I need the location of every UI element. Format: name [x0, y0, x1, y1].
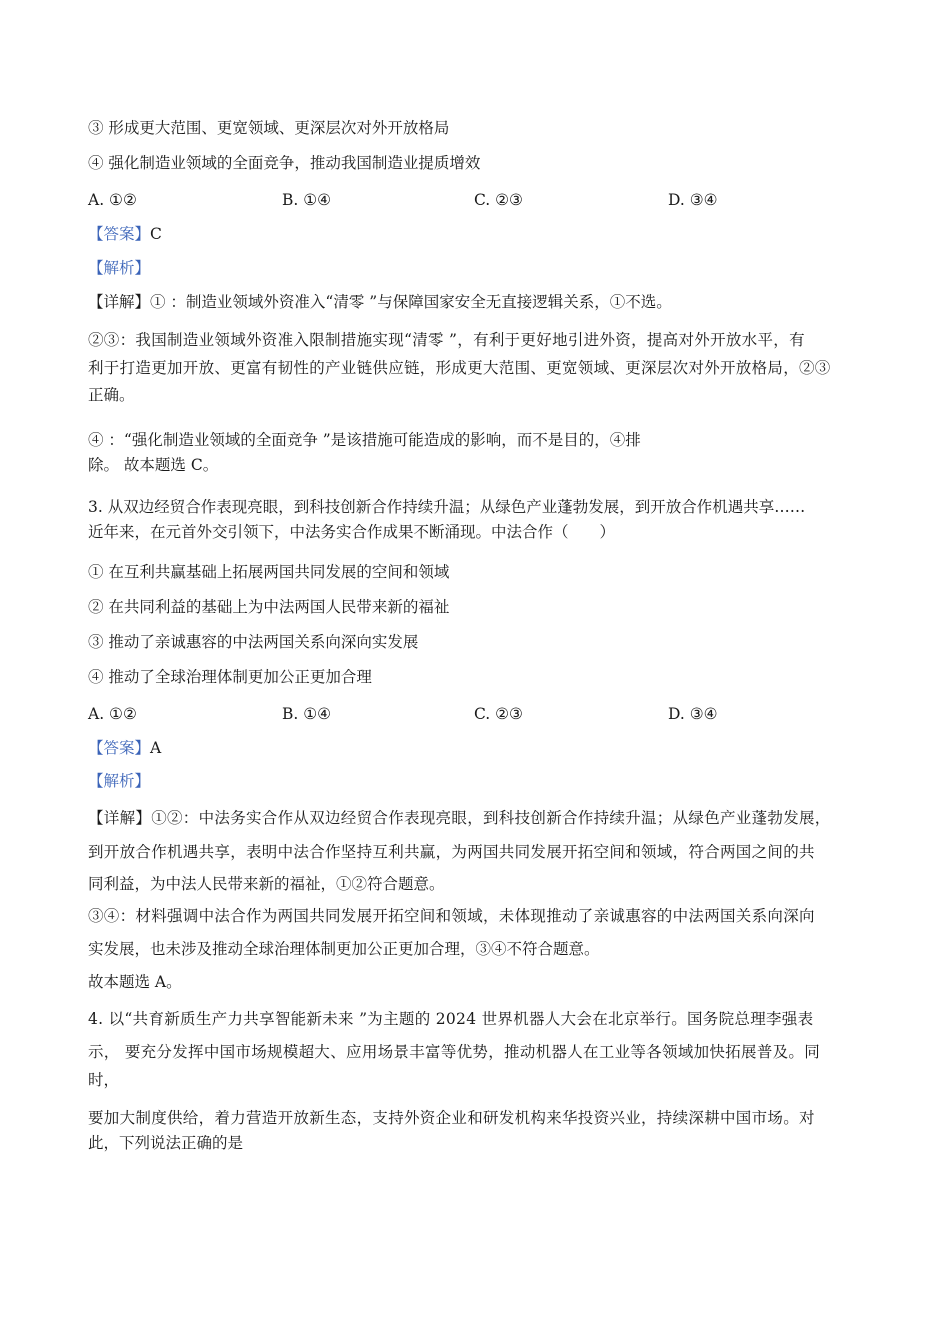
- q4-stem-a: 4. 以“共育新质生产力共享智能新未来 ”为主题的 2024 世界机器人大会在北京举行。国务院总理李强表: [88, 1010, 814, 1028]
- q3-statement-4: ④ 推动了全球治理体制更加公正更加合理: [88, 668, 372, 686]
- answer-value: A: [150, 739, 162, 757]
- q4-stem-c: 时，: [88, 1071, 120, 1089]
- q2-option-c: C. ②③: [474, 191, 523, 209]
- q2-detail-2c: 正确。: [88, 386, 135, 404]
- q2-detail-1: 【详解】① ：制造业领域外资准入“清零 ”与保障国家安全无直接逻辑关系，①不选。: [88, 293, 672, 311]
- q4-stem-e: 此，下列说法正确的是: [88, 1134, 244, 1152]
- q3-detail-1a: 【详解】①②：中法务实合作从双边经贸合作表现亮眼，到科技创新合作持续升温；从绿色产业蓬勃发展，: [88, 809, 831, 827]
- q3-detail-1b: 到开放合作机遇共享，表明中法合作坚持互利共赢，为两国共同发展开拓空间和领域，符合两国之间的共: [88, 843, 815, 861]
- answer-tag: 【答案】: [88, 225, 151, 243]
- q3-statement-2: ② 在共同利益的基础上为中法两国人民带来新的福祉: [88, 598, 450, 616]
- q2-statement-3: ③ 形成更大范围、更宽领域、更深层次对外开放格局: [88, 119, 450, 137]
- q2-detail-2a: ②③：我国制造业领域外资准入限制措施实现“清零 ”，有利于更好地引进外资，提高对外开放水平，有: [88, 331, 805, 349]
- q2-detail-2b: 利于打造更加开放、更富有韧性的产业链供应链，形成更大范围、更宽领域、更深层次对外开放格局，②③: [88, 359, 831, 377]
- q3-detail-2b: 实发展，也未涉及推动全球治理体制更加公正更加合理，③④不符合题意。: [88, 940, 600, 958]
- q2-analysis-tag: 【解析】: [88, 259, 151, 277]
- q3-stem-b: 近年来，在元首外交引领下，中法务实合作成果不断涌现。中法合作（ ）: [88, 523, 616, 541]
- q3-option-c: C. ②③: [474, 705, 523, 723]
- q4-stem-b: 示， 要充分发挥中国市场规模超大、应用场景丰富等优势，推动机器人在工业等各领域加快拓展普及。同: [88, 1043, 821, 1061]
- answer-tag: 【答案】: [88, 739, 151, 757]
- answer-value: C: [150, 225, 162, 243]
- q2-answer: [88, 224, 162, 244]
- q3-statement-3: ③ 推动了亲诚惠容的中法两国关系向深向实发展: [88, 633, 419, 651]
- q2-statement-4: ④ 强化制造业领域的全面竞争，推动我国制造业提质增效: [88, 154, 481, 172]
- q3-analysis-tag: 【解析】: [88, 772, 151, 790]
- q3-option-a: A. ①②: [88, 705, 137, 723]
- q2-option-d: D. ③④: [668, 191, 718, 209]
- q2-detail-3a: ④ ：“强化制造业领域的全面竞争 ”是该措施可能造成的影响，而不是目的，④排: [88, 431, 641, 449]
- q3-stem-a: 3. 从双边经贸合作表现亮眼，到科技创新合作持续升温；从绿色产业蓬勃发展，到开放合作机遇共享……: [88, 498, 806, 516]
- q4-stem-d: 要加大制度供给，着力营造开放新生态，支持外资企业和研发机构来华投资兴业，持续深耕中国市场。对: [88, 1109, 815, 1127]
- q2-detail-3b: 除。 故本题选 C。: [88, 456, 219, 474]
- q3-option-d: D. ③④: [668, 705, 718, 723]
- q3-statement-1: ① 在互利共赢基础上拓展两国共同发展的空间和领域: [88, 563, 450, 581]
- q3-option-b: B. ①④: [282, 705, 332, 723]
- q3-detail-2a: ③④：材料强调中法合作为两国共同发展开拓空间和领域，未体现推动了亲诚惠容的中法两国关系向深向: [88, 907, 815, 925]
- q3-answer: [88, 738, 161, 758]
- q2-option-a: A. ①②: [88, 191, 137, 209]
- q2-option-b: B. ①④: [282, 191, 332, 209]
- q3-detail-1c: 同利益，为中法人民带来新的福祉，①②符合题意。: [88, 875, 445, 893]
- q3-conclusion: 故本题选 A。: [88, 973, 182, 991]
